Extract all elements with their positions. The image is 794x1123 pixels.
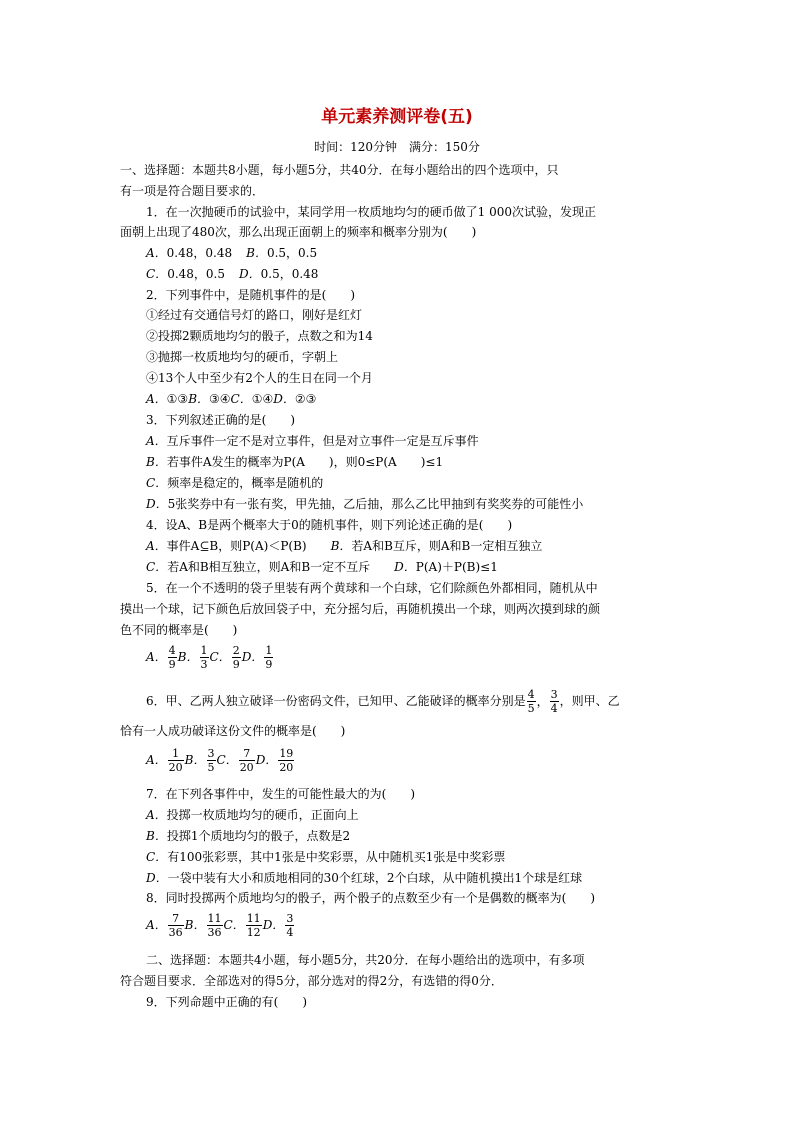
option-label: B． bbox=[184, 753, 206, 767]
denominator: 4 bbox=[550, 702, 558, 715]
option-label: A． bbox=[146, 434, 167, 448]
denominator: 3 bbox=[200, 658, 208, 671]
q2-option-b: ③④ bbox=[209, 392, 231, 406]
q2-event4: ④13个人中至少有2个人的生日在同一个月 bbox=[146, 371, 373, 385]
q7-option-b: 投掷1个质地均匀的骰子，点数是2 bbox=[166, 829, 351, 843]
q4-option-d: P(A)＋P(B)≤1 bbox=[415, 560, 498, 574]
q3-option-d-line bbox=[146, 496, 583, 512]
q7-option-d: 一袋中装有大小和质地相同的30个红球，2个白球，从中随机摸出1个球是红球 bbox=[167, 871, 583, 885]
q8-options bbox=[146, 912, 295, 939]
q6-option-c bbox=[239, 747, 255, 774]
numerator: 2 bbox=[232, 644, 240, 657]
option-label: C． bbox=[209, 650, 231, 664]
q7-option-c-line bbox=[146, 849, 505, 865]
q1-options-ab bbox=[146, 245, 317, 261]
q8-option-a bbox=[168, 912, 184, 939]
option-label: A． bbox=[146, 539, 167, 553]
option-label: D． bbox=[394, 560, 416, 574]
option-label: D． bbox=[273, 392, 295, 406]
q5-line3: 色不同的概率是( ) bbox=[120, 623, 238, 637]
q5-line1: 5．在一个不透明的袋子里装有两个黄球和一个白球，它们除颜色外都相同，随机从中 bbox=[146, 581, 598, 595]
option-label: A． bbox=[146, 650, 167, 664]
option-label: D． bbox=[255, 753, 278, 767]
q1-line1: 1．在一次抛硬币的试验中，某同学用一枚质地均匀的硬币做了1 000次试验，发现正 bbox=[146, 205, 596, 219]
q6-line1 bbox=[146, 688, 620, 715]
option-label: D． bbox=[146, 871, 168, 885]
denominator: 5 bbox=[207, 761, 215, 774]
option-label: C． bbox=[146, 850, 168, 864]
numerator: 7 bbox=[239, 747, 255, 761]
option-label: D． bbox=[239, 267, 261, 281]
q5-option-c bbox=[232, 644, 241, 671]
q5-option-d bbox=[264, 644, 273, 671]
option-label: C． bbox=[216, 753, 238, 767]
option-label: D． bbox=[241, 650, 264, 664]
q6-prob-jia bbox=[527, 688, 536, 715]
q2-stem: 2．下列事件中，是随机事件的是( ) bbox=[146, 288, 355, 302]
q2-option-c: ①④ bbox=[251, 392, 274, 406]
q8-option-b bbox=[207, 912, 223, 939]
denominator: 5 bbox=[527, 702, 535, 715]
q7-option-d-line bbox=[146, 870, 582, 886]
numerator: 3 bbox=[207, 747, 215, 760]
q1-option-a: 0.48，0.48 bbox=[166, 246, 233, 260]
denominator: 12 bbox=[246, 926, 261, 939]
option-label: B． bbox=[177, 650, 199, 664]
section2-heading-line1: 二、选择题：本题共4小题，每小题5分，共20分．在每小题给出的选项中，有多项 bbox=[146, 953, 585, 967]
q6-prob-yi bbox=[550, 688, 559, 715]
q4-stem: 4．设A、B是两个概率大于0的随机事件，则下列论述正确的是( ) bbox=[146, 518, 513, 532]
q1-option-c: 0.48，0.5 bbox=[167, 267, 225, 281]
option-label: A． bbox=[146, 246, 167, 260]
option-label: B． bbox=[146, 455, 167, 469]
denominator: 4 bbox=[286, 926, 294, 939]
q4-options-ab bbox=[146, 538, 542, 554]
option-label: C． bbox=[230, 392, 252, 406]
numerator: 3 bbox=[550, 688, 558, 701]
q6-separator: ， bbox=[536, 694, 549, 709]
numerator: 4 bbox=[168, 644, 176, 657]
q2-options bbox=[146, 391, 316, 407]
option-label: B． bbox=[246, 246, 267, 260]
q3-option-c: 频率是稳定的，概率是随机的 bbox=[167, 476, 324, 490]
option-label: D． bbox=[262, 918, 285, 932]
denominator: 20 bbox=[168, 761, 183, 774]
numerator: 1 bbox=[200, 644, 208, 657]
q6-option-d bbox=[278, 747, 294, 774]
option-label: C． bbox=[146, 267, 168, 281]
denominator: 9 bbox=[232, 658, 240, 671]
option-label: B． bbox=[188, 392, 210, 406]
option-label: A． bbox=[146, 918, 167, 932]
section2-heading-line2: 符合题目要求．全部选对的得5分，部分选对的得2分，有选错的得0分． bbox=[120, 974, 503, 988]
q5-line2: 摸出一个球，记下颜色后放回袋子中，充分摇匀后，再随机摸出一个球，则两次摸到球的颜 bbox=[120, 602, 601, 616]
exam-time-score: 时间：120分钟 满分：150分 bbox=[314, 140, 480, 154]
denominator: 20 bbox=[239, 761, 254, 774]
section1-heading-line2: 有一项是符合题目要求的． bbox=[120, 184, 265, 198]
q5-options bbox=[146, 644, 274, 671]
option-label: A． bbox=[146, 808, 167, 822]
q4-option-b: 若A和B互斥，则A和B一定相互独立 bbox=[351, 539, 543, 553]
numerator: 3 bbox=[286, 912, 294, 925]
q3-stem: 3．下列叙述正确的是( ) bbox=[146, 413, 295, 427]
numerator: 4 bbox=[527, 688, 535, 701]
numerator: 11 bbox=[207, 912, 222, 925]
option-label: D． bbox=[146, 497, 168, 511]
option-label: B． bbox=[184, 918, 206, 932]
q5-option-a bbox=[168, 644, 177, 671]
q4-options-cd bbox=[146, 559, 498, 575]
q5-option-b bbox=[200, 644, 209, 671]
option-label: A． bbox=[146, 392, 167, 406]
denominator: 9 bbox=[265, 658, 273, 671]
q8-option-c bbox=[246, 912, 262, 939]
page-title: 单元素养测评卷(五) bbox=[321, 107, 473, 127]
q6-line1-post: ，则甲、乙 bbox=[559, 694, 620, 708]
q3-option-d: 5张奖券中有一张有奖，甲先抽，乙后抽，那么乙比甲抽到有奖奖券的可能性小 bbox=[167, 497, 584, 511]
denominator: 36 bbox=[207, 926, 222, 939]
option-label: C． bbox=[223, 918, 245, 932]
q1-options-cd bbox=[146, 266, 318, 282]
q3-option-a: 互斥事件一定不是对立事件，但是对立事件一定是互斥事件 bbox=[166, 434, 479, 448]
q8-option-d bbox=[285, 912, 294, 939]
q2-event3: ③抛掷一枚质地均匀的硬币，字朝上 bbox=[146, 350, 339, 364]
option-label: B． bbox=[330, 539, 352, 553]
q6-option-b bbox=[207, 747, 216, 774]
q1-line2: 面朝上出现了480次，那么出现正面朝上的频率和概率分别为( ) bbox=[120, 225, 477, 239]
denominator: 36 bbox=[168, 926, 183, 939]
q9-stem: 9．下列命题中正确的有( ) bbox=[146, 995, 307, 1009]
q2-option-a: ①③ bbox=[166, 392, 189, 406]
numerator: 7 bbox=[168, 912, 184, 926]
q6-line2: 恰有一人成功破译这份文件的概率是( ) bbox=[120, 724, 346, 738]
q7-option-a: 投掷一枚质地均匀的硬币，正面向上 bbox=[166, 808, 359, 822]
q7-stem: 7．在下列各事件中，发生的可能性最大的为( ) bbox=[146, 787, 415, 801]
q1-option-d: 0.5，0.48 bbox=[260, 267, 319, 281]
section1-heading-line1: 一、选择题：本题共8小题，每小题5分，共40分．在每小题给出的四个选项中，只 bbox=[120, 163, 559, 177]
q7-option-c: 有100张彩票，其中1张是中奖彩票，从中随机买1张是中奖彩票 bbox=[167, 850, 506, 864]
q3-option-b: 若事件A发生的概率为P(A )，则0≤P(A )≤1 bbox=[166, 455, 444, 469]
option-label: C． bbox=[146, 560, 168, 574]
q7-option-b-line bbox=[146, 828, 350, 844]
q8-stem: 8．同时投掷两个质地均匀的骰子，两个骰子的点数至少有一个是偶数的概率为( ) bbox=[146, 891, 596, 905]
q4-option-a: 事件A⊆B，则P(A)＜P(B) bbox=[166, 539, 307, 553]
q3-option-c-line bbox=[146, 475, 323, 491]
numerator: 1 bbox=[168, 747, 184, 761]
denominator: 9 bbox=[168, 658, 176, 671]
q3-option-a-line bbox=[146, 433, 479, 449]
q2-option-d: ②③ bbox=[294, 392, 317, 406]
q6-options bbox=[146, 747, 295, 774]
q1-option-b: 0.5，0.5 bbox=[266, 246, 318, 260]
denominator: 20 bbox=[279, 761, 294, 774]
option-label: A． bbox=[146, 753, 167, 767]
option-label: C． bbox=[146, 476, 168, 490]
numerator: 1 bbox=[265, 644, 273, 657]
q4-option-c: 若A和B相互独立，则A和B一定不互斥 bbox=[167, 560, 371, 574]
q2-event1: ①经过有交通信号灯的路口，刚好是红灯 bbox=[146, 308, 363, 322]
option-label: B． bbox=[146, 829, 167, 843]
q3-option-b-line bbox=[146, 454, 443, 470]
q2-event2: ②投掷2颗质地均匀的骰子，点数之和为14 bbox=[146, 329, 373, 343]
q7-option-a-line bbox=[146, 807, 359, 823]
numerator: 19 bbox=[279, 747, 294, 760]
q6-option-a bbox=[168, 747, 184, 774]
q6-line1-pre: 6．甲、乙两人独立破译一份密码文件，已知甲、乙能破译的概率分别是 bbox=[146, 694, 526, 708]
numerator: 11 bbox=[246, 912, 261, 925]
